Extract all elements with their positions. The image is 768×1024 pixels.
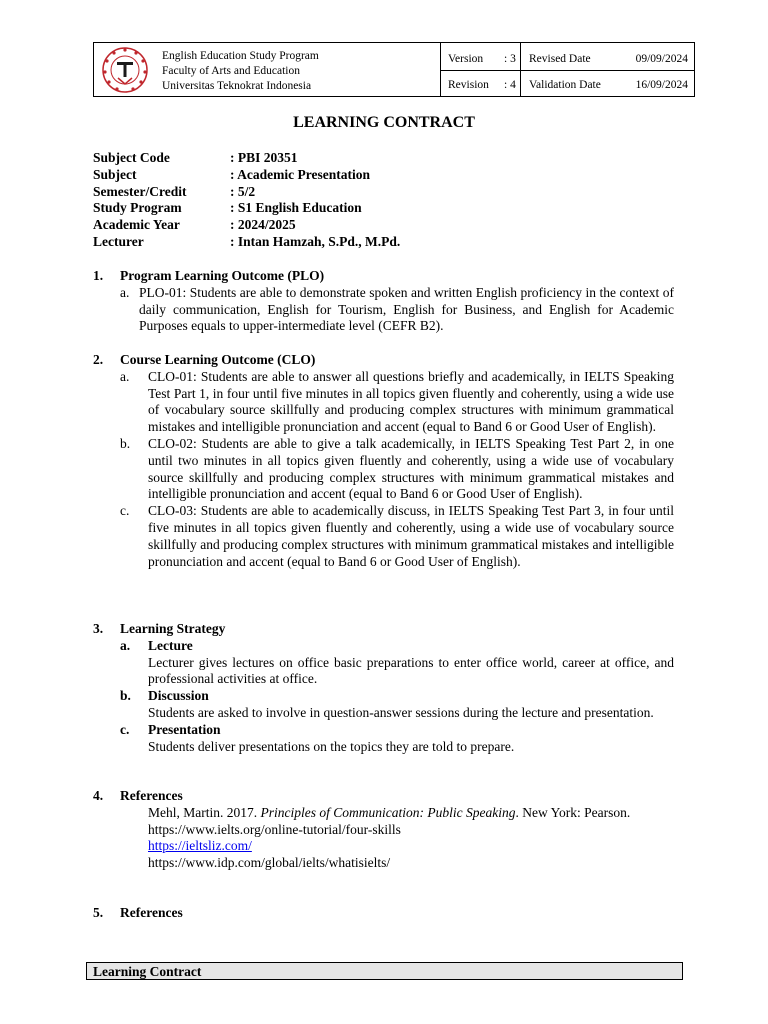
references-section-2: 5. References (93, 905, 183, 920)
university-logo (98, 46, 152, 94)
learning-strategy-section: 3. Learning Strategy a. Lecture Lecturer gives lectures on office basic preparations to enter office world, career at office, and professional activities at office. b. Discussion Students are asked to involve in question-answer sessions during the lecture and presentation. c. Presentation Students deliver presentations on the topics they are told to prepare. (93, 621, 674, 754)
institution-name: English Education Study Program Faculty of Arts and Education Universitas Teknokrat Indonesia (162, 50, 319, 92)
reference-book: Mehl, Martin. 2017. Principles of Communication: Public Speaking. New York: Pearson. (148, 804, 631, 820)
reference-url-3: https://www.idp.com/global/ielts/whatisielts/ (148, 855, 391, 871)
revised-date-label: Revised Date (529, 53, 591, 65)
revision-label: Revision (448, 79, 489, 91)
validation-date-value: 16/09/2024 (635, 79, 688, 91)
references-section: 4. References Mehl, Martin. 2017. Principles of Communication: Public Speaking. New York: Pearson. https://www.ielts.org/online-tutorial/four-skills https://ieltsliz.com/ https://www.idp.com/global/ielts/whatisielts/ (93, 788, 674, 872)
revised-date-value: 09/09/2024 (635, 53, 688, 65)
plo-section: 1. Program Learning Outcome (PLO) a. PLO-01: Students are able to demonstrate spoken and written English proficiency in the context of daily communication, English for Tourism, English for Business, and English for Academic Purposes equals to upper-intermediate level (CEFR B2). (93, 268, 674, 334)
clo-section: 2. Course Learning Outcome (CLO) a. CLO-01: Students are able to answer all questions briefly and academically, in IELTS Speaking Test Part 1, in four until five minutes in all topics given fluently and coherently, using a wide use of vocabulary source skillfully and producing complex structures with minimum grammatical mistakes and intelligible pronunciation and accent (equal to Band 6 or Good User of English). b. CLO-02: Students are able to give a talk academically, in IELTS Speaking Test Part 2, in one until two minutes in all topics given fluently and coherently, using a wide use of vocabulary source skillfully and producing complex structures with minimum grammatical mistakes and intelligible pronunciation and accent (equal to Band 6 or Good User of English). c. CLO-03: Students are able to academically discuss, in IELTS Speaking Test Part 3, in four until five minutes in all topics given fluently and coherently, using a wide use of vocabulary source skillfully and producing complex structures with minimum grammatical mistakes and intelligible pronunciation and accent (equal to Band 6 or Good User of English). (93, 352, 674, 569)
reference-url-1: https://www.ielts.org/online-tutorial/four-skills (148, 821, 401, 837)
document-header (93, 42, 695, 97)
revision-value: : 4 (504, 79, 516, 91)
subject-info: Subject Code : PBI 20351 Subject : Academic Presentation Semester/Credit : 5/2 Study Program : S1 English Education Academic Year : 2024/2025 Lecturer : Intan Hamzah, S.Pd., M.Pd. (93, 150, 401, 249)
validation-date-label: Validation Date (529, 79, 601, 91)
version-label: Version (448, 53, 484, 65)
page-title: LEARNING CONTRACT (293, 114, 475, 131)
footer-label: Learning Contract (86, 962, 683, 980)
reference-link-ieltsliz[interactable]: https://ieltsliz.com/ (148, 838, 252, 854)
version-value: : 3 (504, 53, 516, 65)
